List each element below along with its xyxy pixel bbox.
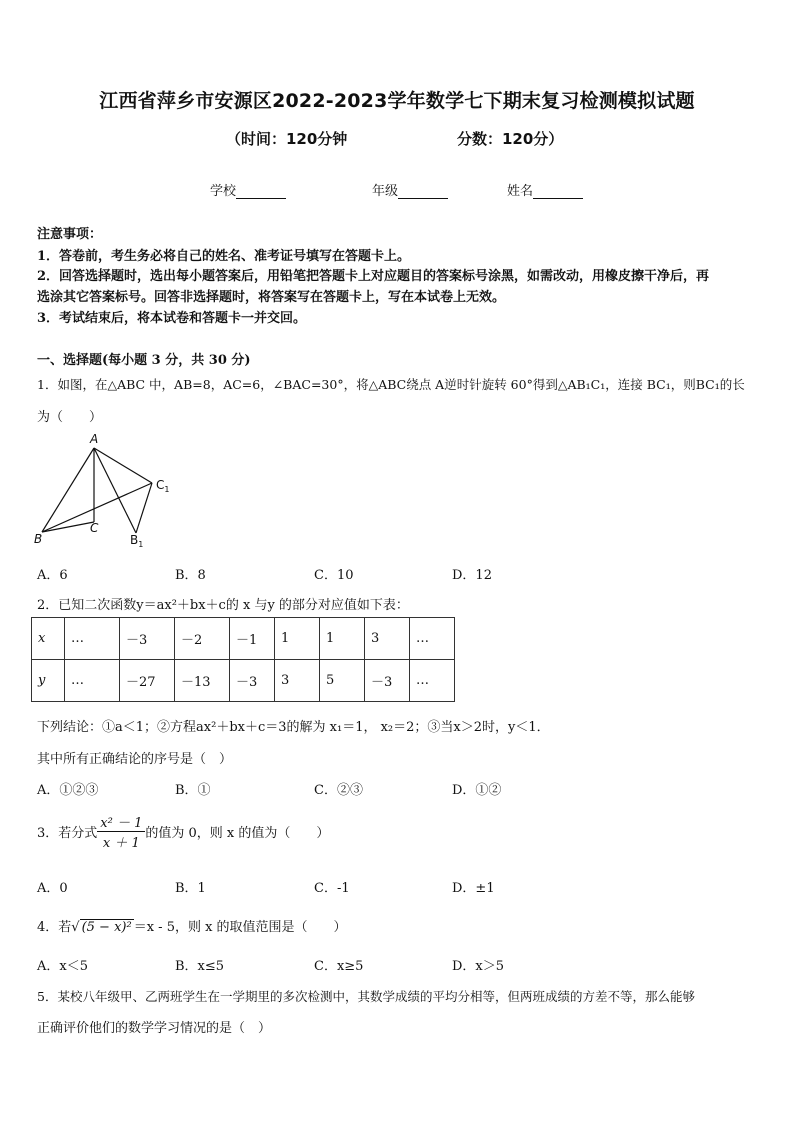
q2-option-d: D．①② bbox=[452, 783, 502, 798]
table-row-x bbox=[32, 618, 455, 660]
q2-conclusion: 下列结论：①a＜1；②方程ax²＋bx＋c＝3的解为 x₁＝1， x₂＝2；③当x＞2时，y＜1． bbox=[37, 720, 550, 735]
q1-option-c: C．10 bbox=[314, 568, 354, 583]
table-cell: －3 bbox=[120, 618, 175, 660]
q1-option-b: B．8 bbox=[175, 568, 206, 583]
q2-option-b: B．① bbox=[175, 783, 211, 798]
table-cell: －2 bbox=[175, 618, 230, 660]
q2-option-c: C．②③ bbox=[314, 783, 363, 798]
q5-stem-line-1: 5．某校八年级甲、乙两班学生在一学期里的多次检测中，其数学成绩的平均分相等，但两班成绩的方差不等，那么能够 bbox=[37, 989, 695, 1004]
q3-denominator: x ＋ 1 bbox=[102, 836, 140, 851]
notes-line-3: 3．考试结束后，将本试卷和答题卡一并交回。 bbox=[37, 311, 307, 326]
q3-option-a: A．0 bbox=[37, 881, 68, 896]
q4-suffix: ＝x - 5，则 x 的取值范围是（ ） bbox=[133, 920, 347, 935]
name-blank bbox=[533, 184, 583, 199]
table-cell: y bbox=[32, 660, 65, 702]
q2-stem: 2．已知二次函数y＝ax²＋bx＋c的 x 与y 的部分对应值如下表： bbox=[37, 598, 409, 613]
table-cell: x bbox=[32, 618, 65, 660]
table-row-y bbox=[32, 660, 455, 702]
school-field bbox=[210, 180, 286, 199]
grade-label: 年级 bbox=[372, 184, 399, 199]
q3-prefix: 3．若分式 bbox=[37, 826, 98, 841]
table-cell: －1 bbox=[230, 618, 275, 660]
q1-option-a: A．6 bbox=[37, 568, 68, 583]
label-b1: $B_1$ bbox=[130, 533, 144, 549]
q2-question: 其中所有正确结论的序号是（ ） bbox=[37, 752, 233, 767]
q1-option-d: D．12 bbox=[452, 568, 492, 583]
q3-fraction bbox=[97, 812, 145, 851]
q2-option-a: A．①②③ bbox=[37, 783, 99, 798]
q4-radicand: (5 − x)² bbox=[81, 920, 132, 935]
table-cell: －3 bbox=[230, 660, 275, 702]
notes-line-1: 1．答卷前，考生务必将自己的姓名、准考证号填写在答题卡上。 bbox=[37, 249, 411, 264]
table-cell: －27 bbox=[120, 660, 175, 702]
q1-figure bbox=[30, 428, 190, 553]
notes-line-2b: 选涂其它答案标号。回答非选择题时，将答案写在答题卡上，写在本试卷上无效。 bbox=[37, 290, 506, 305]
notes-heading: 注意事项： bbox=[37, 227, 103, 242]
table-cell: … bbox=[410, 660, 455, 702]
q3-option-c: C．-1 bbox=[314, 881, 350, 896]
label-a: A bbox=[90, 432, 99, 446]
q4-option-a: A．x＜5 bbox=[37, 959, 88, 974]
q4-option-d: D．x＞5 bbox=[452, 959, 505, 974]
table-cell: … bbox=[65, 660, 120, 702]
table-cell: 5 bbox=[320, 660, 365, 702]
label-c1: $C_1$ bbox=[156, 478, 170, 494]
q3-stem bbox=[37, 812, 329, 851]
q1-stem-line-1: 1．如图，在△ABC 中，AB=8，AC=6，∠BAC=30°，将△ABC绕点 A逆时针旋转 60°得到△AB₁C₁，连接 BC₁，则BC₁的长 bbox=[37, 377, 745, 392]
table-cell: 1 bbox=[320, 618, 365, 660]
exam-time: （时间：120分钟 bbox=[226, 130, 348, 148]
grade-blank bbox=[398, 184, 448, 199]
label-c: C bbox=[90, 521, 99, 535]
q4-stem bbox=[37, 916, 347, 935]
table-cell: －13 bbox=[175, 660, 230, 702]
q4-prefix: 4．若 bbox=[37, 920, 72, 935]
table-cell: －3 bbox=[365, 660, 410, 702]
page-title: 江西省萍乡市安源区2022-2023学年数学七下期末复习检测模拟试题 bbox=[99, 90, 695, 112]
school-label: 学校 bbox=[210, 184, 237, 199]
table-cell: … bbox=[65, 618, 120, 660]
table-cell: 1 bbox=[275, 618, 320, 660]
exam-score: 分数：120分） bbox=[457, 130, 564, 148]
name-field bbox=[507, 180, 583, 199]
q4-option-b: B．x≤5 bbox=[175, 959, 225, 974]
q3-option-b: B．1 bbox=[175, 881, 206, 896]
segment-ab bbox=[42, 448, 94, 532]
q1-stem-line-2: 为（ ） bbox=[37, 410, 103, 425]
notes-line-2a: 2．回答选择题时，选出每小题答案后，用铅笔把答题卡上对应题目的答案标号涂黑，如需改动，用橡皮擦干净后，再 bbox=[37, 269, 710, 284]
q3-suffix: 的值为 0，则 x 的值为（ ） bbox=[145, 826, 330, 841]
q2-value-table bbox=[31, 617, 455, 702]
section-title: 一、选择题(每小题 3 分，共 30 分) bbox=[37, 353, 251, 368]
grade-field bbox=[372, 180, 448, 199]
table-cell: … bbox=[410, 618, 455, 660]
name-label: 姓名 bbox=[507, 184, 534, 199]
q3-option-d: D．±1 bbox=[452, 881, 495, 896]
segment-b1c1 bbox=[136, 483, 152, 533]
q4-option-c: C．x≥5 bbox=[314, 959, 364, 974]
table-cell: 3 bbox=[365, 618, 410, 660]
school-blank bbox=[236, 184, 286, 199]
q5-stem-line-2: 正确评价他们的数学学习情况的是（ ） bbox=[37, 1021, 272, 1036]
label-b: B bbox=[34, 532, 43, 546]
table-cell: 3 bbox=[275, 660, 320, 702]
segment-bc bbox=[42, 522, 94, 532]
q3-numerator: x² － 1 bbox=[97, 812, 145, 832]
sqrt-symbol: √ bbox=[71, 920, 80, 935]
